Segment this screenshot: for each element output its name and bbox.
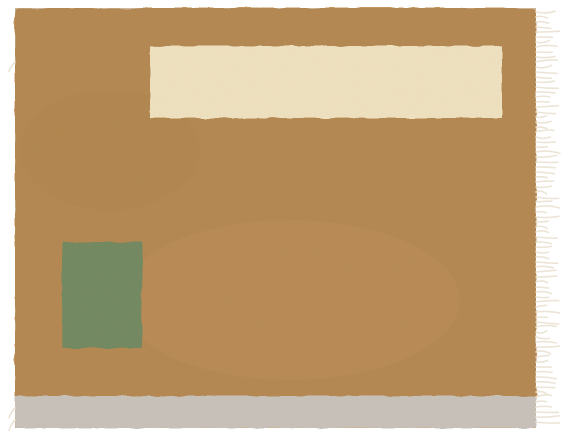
fringe-strand — [536, 221, 548, 222]
fringe-strand — [536, 27, 551, 28]
fringe-strand — [536, 237, 557, 238]
fringe-strand — [536, 181, 554, 182]
fringe-strand — [536, 257, 549, 259]
fringe-strand — [536, 342, 556, 343]
fringe-strand — [536, 65, 552, 67]
fringe-strand — [536, 16, 547, 18]
fringe-strand — [536, 387, 555, 388]
fringe-strand — [536, 40, 550, 42]
fringe-strand — [536, 191, 547, 194]
left-tassels — [9, 62, 15, 430]
fringe-strand — [536, 197, 559, 199]
fringe-strand — [536, 151, 560, 153]
fringe-strand — [536, 31, 559, 32]
fringe-strand — [536, 246, 551, 247]
fringe-strand — [536, 56, 555, 57]
fringe-strand — [536, 206, 560, 208]
tassel-strand — [9, 62, 15, 71]
fringe-strand — [536, 325, 556, 327]
tassel-strand — [9, 420, 15, 430]
fringe-strand — [536, 96, 550, 97]
fringe-strand — [536, 377, 556, 379]
fringe-strand — [536, 262, 558, 263]
fringe-strand — [536, 81, 554, 82]
fringe-strand — [536, 22, 549, 24]
fringe-strand — [536, 77, 551, 78]
fringe-strand — [536, 231, 548, 233]
fringe-strand — [536, 155, 557, 157]
tassel-strand — [9, 408, 15, 418]
fringe-strand — [536, 116, 546, 118]
fringe-strand — [536, 130, 554, 132]
fringe-strand — [536, 106, 558, 107]
fringe-strand — [536, 87, 558, 88]
fringe-strand — [536, 301, 559, 302]
fringe-strand — [536, 401, 547, 402]
fringe-strand — [536, 416, 559, 417]
fringe-strand — [536, 292, 552, 294]
fringe-strand — [536, 112, 556, 114]
fringe-strand — [536, 346, 559, 347]
fringe-strand — [536, 337, 549, 339]
fringe-strand — [536, 266, 553, 268]
fringe-strand — [536, 297, 548, 298]
fringe-strand — [536, 212, 546, 213]
fringe-strand — [536, 331, 547, 333]
fringe-strand — [536, 216, 559, 217]
fringe-strand — [536, 92, 555, 93]
fringe-strand — [536, 360, 547, 362]
fringe-strand — [536, 395, 552, 397]
right-fringe — [536, 11, 560, 423]
fringe-strand — [536, 60, 558, 62]
fringe-strand — [536, 392, 547, 394]
fringe-strand — [536, 355, 549, 357]
fringe-strand — [536, 406, 552, 407]
fringe-strand — [536, 201, 552, 202]
fringe-strand — [536, 305, 547, 307]
fringe-strand — [536, 186, 551, 187]
fringe-strand — [536, 382, 555, 383]
fringe-strand — [536, 322, 559, 324]
fringe-strand — [536, 372, 552, 373]
fringe-strand — [536, 311, 560, 313]
fringe-strand — [536, 72, 557, 73]
fringe-strand — [536, 137, 550, 138]
fringe-strand — [536, 167, 555, 168]
fringe-strand — [536, 287, 549, 288]
fringe-strand — [536, 127, 547, 128]
fringe-strand — [536, 226, 547, 228]
fringe-strand — [536, 276, 557, 277]
fringe-strand — [536, 281, 548, 283]
fringe-strand — [536, 142, 555, 143]
fringe-strand — [536, 270, 556, 272]
fringe-strand — [536, 172, 554, 174]
fringe-strand — [536, 252, 548, 253]
fringe-strand — [536, 121, 551, 122]
fringe-strand — [536, 422, 559, 423]
fringe-strand — [536, 45, 557, 47]
fringe-strand — [536, 242, 552, 244]
fringe-strand — [536, 11, 555, 13]
fringe-strand — [536, 351, 550, 354]
fringe-strand — [536, 177, 547, 178]
